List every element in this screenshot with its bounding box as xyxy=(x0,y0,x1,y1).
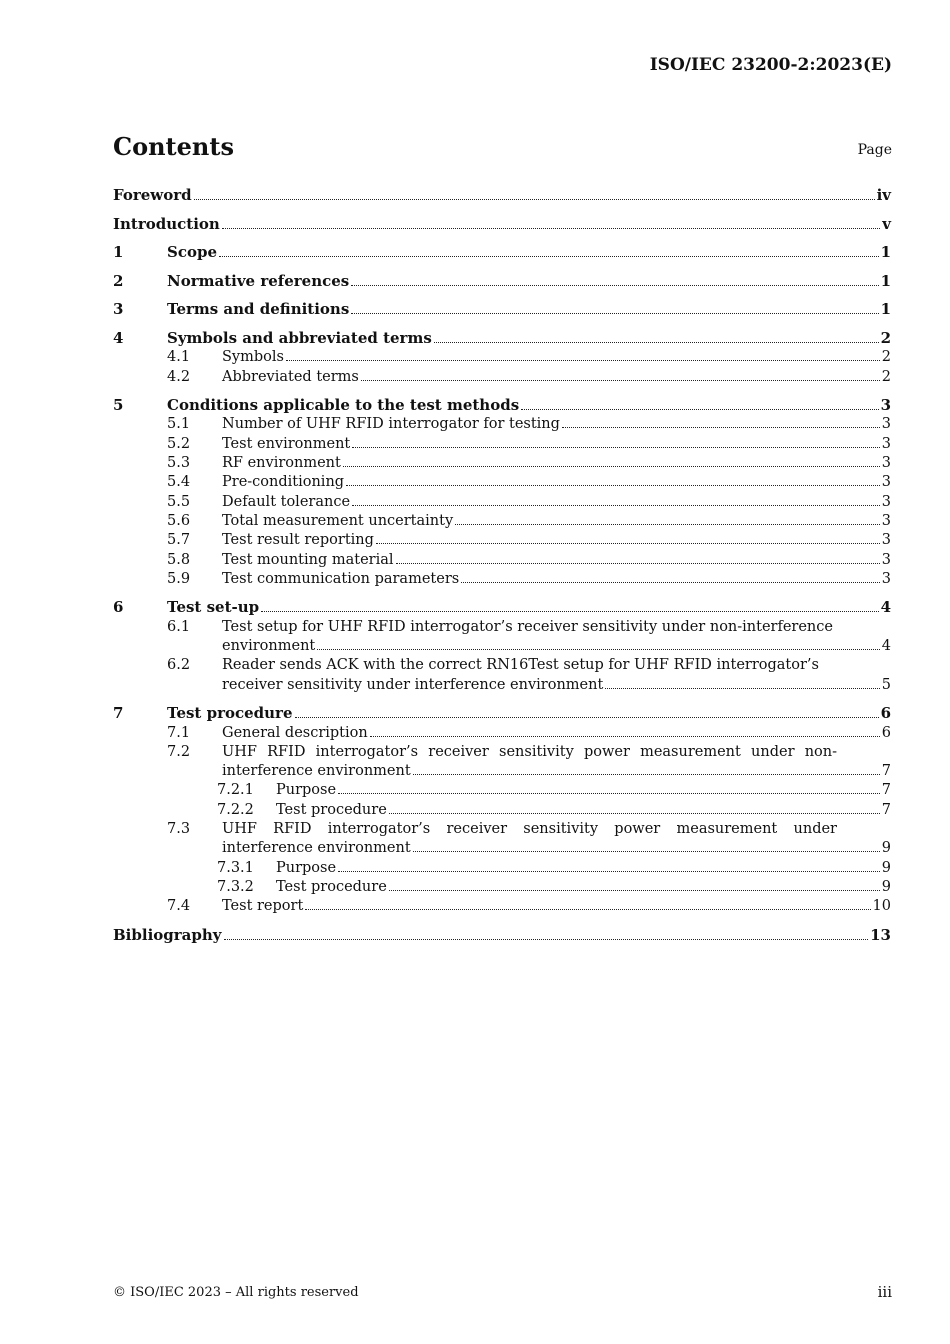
toc-entry-5-2[interactable]: 5.2 Test environment 3 xyxy=(167,435,891,452)
toc-entry-5-5[interactable]: 5.5 Default tolerance 3 xyxy=(167,493,891,510)
toc-entry-5[interactable]: 5 Conditions applicable to the test methods 3 xyxy=(113,396,891,415)
toc-entry-5-8[interactable]: 5.8 Test mounting material 3 xyxy=(167,551,891,568)
toc-entry-6-1[interactable]: 6.1 Test setup for UHF RFID interrogator’s receiver sensitivity under non-interference environment 4 xyxy=(167,618,891,655)
toc-entry-6-2[interactable]: 6.2 Reader sends ACK with the correct RN16Test setup for UHF RFID interrogator’s receiver sensitivity under interference environment 5 xyxy=(167,657,891,693)
toc-entry-6[interactable]: 6 Test set-up 4 xyxy=(113,598,891,617)
toc-entry-7-3-2[interactable]: 7.3.2 Test procedure 9 xyxy=(217,878,891,895)
toc-entry-7-2-2[interactable]: 7.2.2 Test procedure 7 xyxy=(217,801,891,818)
toc-entry-4[interactable]: 4 Symbols and abbreviated terms 2 xyxy=(113,328,891,347)
toc-entry-7-4[interactable]: 7.4 Test report 10 xyxy=(167,898,891,915)
toc-entry-foreword[interactable]: Foreword iv xyxy=(113,186,891,204)
copyright-notice: © ISO/IEC 2023 – All rights reserved xyxy=(113,1285,359,1300)
contents-title: Contents xyxy=(113,132,234,161)
toc-entry-1[interactable]: 1 Scope 1 xyxy=(113,243,891,262)
toc-entry-7-3-1[interactable]: 7.3.1 Purpose 9 xyxy=(217,859,891,876)
toc-entry-5-9[interactable]: 5.9 Test communication parameters 3 xyxy=(167,570,891,587)
toc-entry-5-7[interactable]: 5.7 Test result reporting 3 xyxy=(167,532,891,549)
document-id: ISO/IEC 23200-2:2023(E) xyxy=(649,55,892,75)
page-column-label: Page xyxy=(857,142,892,158)
toc-entry-7-1[interactable]: 7.1 General description 6 xyxy=(167,724,891,741)
toc-entry-5-6[interactable]: 5.6 Total measurement uncertainty 3 xyxy=(167,512,891,529)
toc-entry-introduction[interactable]: Introduction v xyxy=(113,214,891,233)
toc-entry-4-1[interactable]: 4.1 Symbols 2 xyxy=(167,349,891,366)
toc-entry-7-3[interactable]: 7.3 UHF RFID interrogator’s receiver sensitivity power measurement under interference environment 9 xyxy=(167,820,891,857)
toc-entry-7-2[interactable]: 7.2 UHF RFID interrogator’s receiver sensitivity power measurement under non- interference environment 7 xyxy=(167,743,891,780)
toc-entry-3[interactable]: 3 Terms and definitions 1 xyxy=(113,300,891,319)
page-number: iii xyxy=(877,1283,892,1301)
table-of-contents xyxy=(113,186,891,945)
toc-entry-4-2[interactable]: 4.2 Abbreviated terms 2 xyxy=(167,368,891,385)
toc-entry-5-1[interactable]: 5.1 Number of UHF RFID interrogator for testing 3 xyxy=(167,416,891,433)
toc-entry-5-3[interactable]: 5.3 RF environment 3 xyxy=(167,455,891,472)
toc-entry-7[interactable]: 7 Test procedure 6 xyxy=(113,704,891,723)
toc-entry-2[interactable]: 2 Normative references 1 xyxy=(113,271,891,290)
toc-entry-bibliography[interactable]: Bibliography 13 xyxy=(113,925,891,944)
toc-entry-7-2-1[interactable]: 7.2.1 Purpose 7 xyxy=(217,782,891,799)
toc-entry-5-4[interactable]: 5.4 Pre-conditioning 3 xyxy=(167,474,891,491)
